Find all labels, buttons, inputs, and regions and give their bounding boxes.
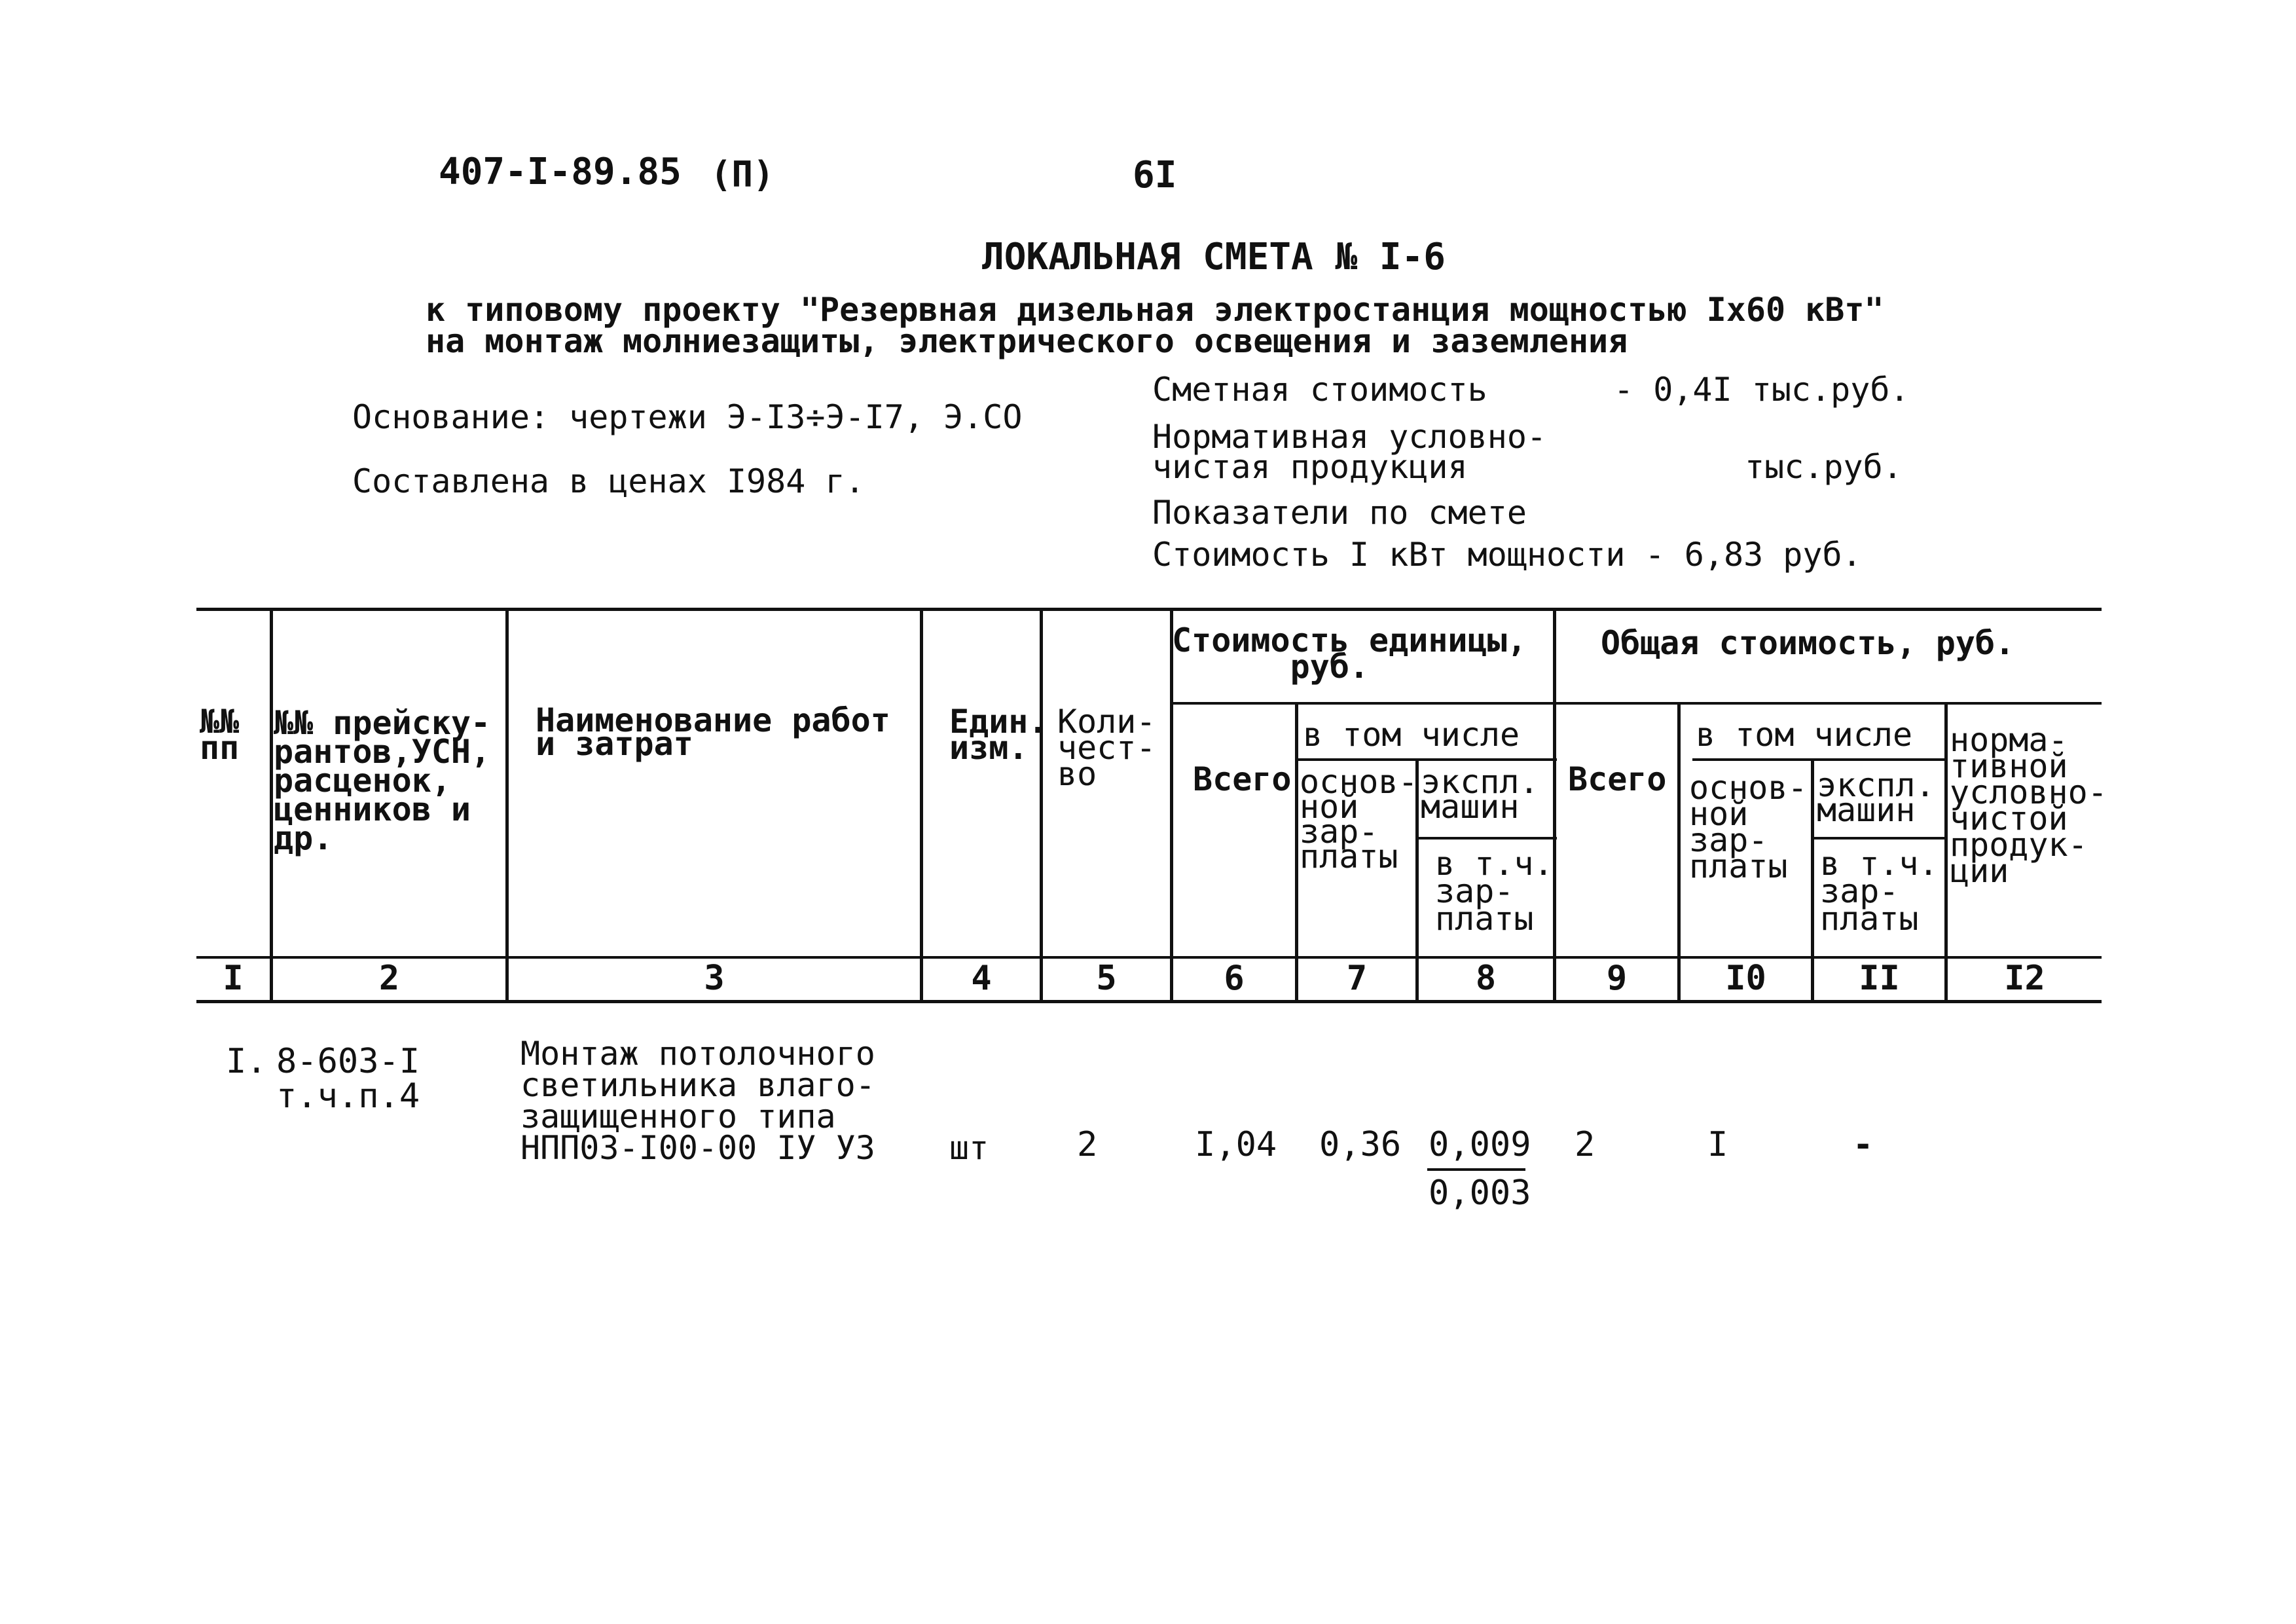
col-divider-2 [505, 608, 509, 1003]
header-total-salary: основ- ной зар- платы [1689, 769, 1808, 885]
title-line-2: на монтаж молниезащиты, электрического освещения и заземления [426, 322, 1628, 360]
header-unit-machine: экспл. машин [1421, 763, 1539, 826]
colnum-9: 9 [1606, 959, 1628, 998]
header-total-including: в том числе [1696, 716, 1913, 754]
row-total: 2 [1575, 1125, 1595, 1164]
basis-prices: Составлена в ценах I984 г. [352, 462, 865, 500]
colnum-12: I2 [2004, 959, 2045, 998]
row-total-machine: - [1853, 1125, 1874, 1164]
title-line-1: к типовому проекту "Резервная дизельная электростанция мощностью Iх60 кВт" [426, 291, 1884, 329]
col-divider-1 [270, 608, 273, 1003]
numbers-bottom-rule [196, 1000, 2102, 1003]
header-unit-salary: основ- ной зар- платы [1300, 763, 1418, 876]
row-unit-salary: 0,36 [1319, 1125, 1402, 1164]
document-code: 407-I-89.85 [439, 151, 682, 193]
estimated-cost-value: - 0,4I тыс.руб. [1614, 371, 1910, 409]
header-total-machine: экспл. машин [1817, 766, 1935, 829]
colnum-5: 5 [1096, 959, 1117, 998]
header-col3: Наименование работ и затрат [536, 701, 890, 763]
row-price-ref-1: 8-603-I [276, 1042, 420, 1081]
group-header-rule [1172, 702, 2102, 705]
total-machine-rule [1812, 837, 1948, 840]
row-unit-total: I,04 [1195, 1125, 1277, 1164]
unit-subheader-rule [1298, 758, 1557, 761]
row-work-name: Монтаж потолочного светильника влаго- защищенного типа НПП03-I00-00 IУ УЗ [520, 1035, 875, 1167]
header-bottom-rule [196, 956, 2102, 959]
colnum-6: 6 [1224, 959, 1245, 998]
estimated-cost-label: Сметная стоимость [1152, 371, 1487, 409]
unit-machine-rule [1417, 837, 1557, 840]
row-number: I. [226, 1042, 267, 1081]
page-number: 6I [1133, 154, 1177, 196]
colnum-11: II [1859, 959, 1900, 998]
header-total-machine-salary: в т.ч. зар- платы [1820, 845, 1939, 938]
row-total-salary: I [1707, 1125, 1728, 1164]
row-unit: шт [949, 1129, 989, 1167]
cost-per-kw: Стоимость I кВт мощности - 6,83 руб. [1152, 536, 1862, 574]
header-unit-machine-salary: в т.ч. зар- платы [1435, 845, 1554, 938]
colnum-1: I [223, 959, 244, 998]
colnum-3: 3 [704, 959, 725, 998]
col-divider-9 [1677, 704, 1681, 1003]
col-divider-4 [1040, 608, 1043, 1003]
total-subheader-rule [1692, 758, 1948, 761]
colnum-8: 8 [1475, 959, 1497, 998]
normative-value: тыс.руб. [1745, 448, 1903, 486]
header-normative-production: норма- тивной условно- чистой продук- ции [1950, 721, 2107, 890]
indicators-label: Показатели по смете [1152, 494, 1527, 532]
row-unit-machine: 0,009 [1429, 1125, 1531, 1164]
document-mark: (П) [710, 154, 774, 195]
col-divider-11 [1944, 704, 1948, 1003]
basis-drawings: Основание: чертежи Э-I3÷Э-I7, Э.СО [352, 398, 1023, 436]
row-unit-machine-salary: 0,003 [1429, 1173, 1531, 1213]
header-unit-cost: Стоимость единицы, руб. [1172, 621, 1527, 686]
col-divider-8 [1553, 608, 1556, 1003]
row-quantity: 2 [1077, 1125, 1098, 1164]
header-col5: Коли- чест- во [1057, 703, 1156, 793]
normative-label-1: Нормативная условно- [1152, 418, 1547, 456]
header-col4: Един. изм. [949, 703, 1048, 767]
col-divider-6 [1295, 704, 1298, 1003]
col-divider-3 [920, 608, 923, 1003]
normative-label-2: чистая продукция [1152, 448, 1468, 486]
header-total-cost: Общая стоимость, руб. [1601, 624, 2015, 662]
fraction-bar [1427, 1168, 1525, 1171]
header-col2: №№ прейску- рантов,УСН, расценок, ценников и др. [274, 704, 491, 857]
header-unit-including: в том числе [1303, 716, 1520, 754]
colnum-10: I0 [1725, 959, 1766, 998]
colnum-7: 7 [1346, 959, 1368, 998]
header-col1: №№ пп [200, 703, 240, 767]
table-top-rule [196, 608, 2102, 611]
header-total-total: Всего [1568, 760, 1667, 798]
estimate-title: ЛОКАЛЬНАЯ СМЕТА № I-6 [982, 236, 1446, 278]
header-unit-total: Всего [1193, 760, 1292, 798]
colnum-2: 2 [378, 959, 400, 998]
row-price-ref-2: т.ч.п.4 [276, 1077, 420, 1116]
colnum-4: 4 [971, 959, 992, 998]
